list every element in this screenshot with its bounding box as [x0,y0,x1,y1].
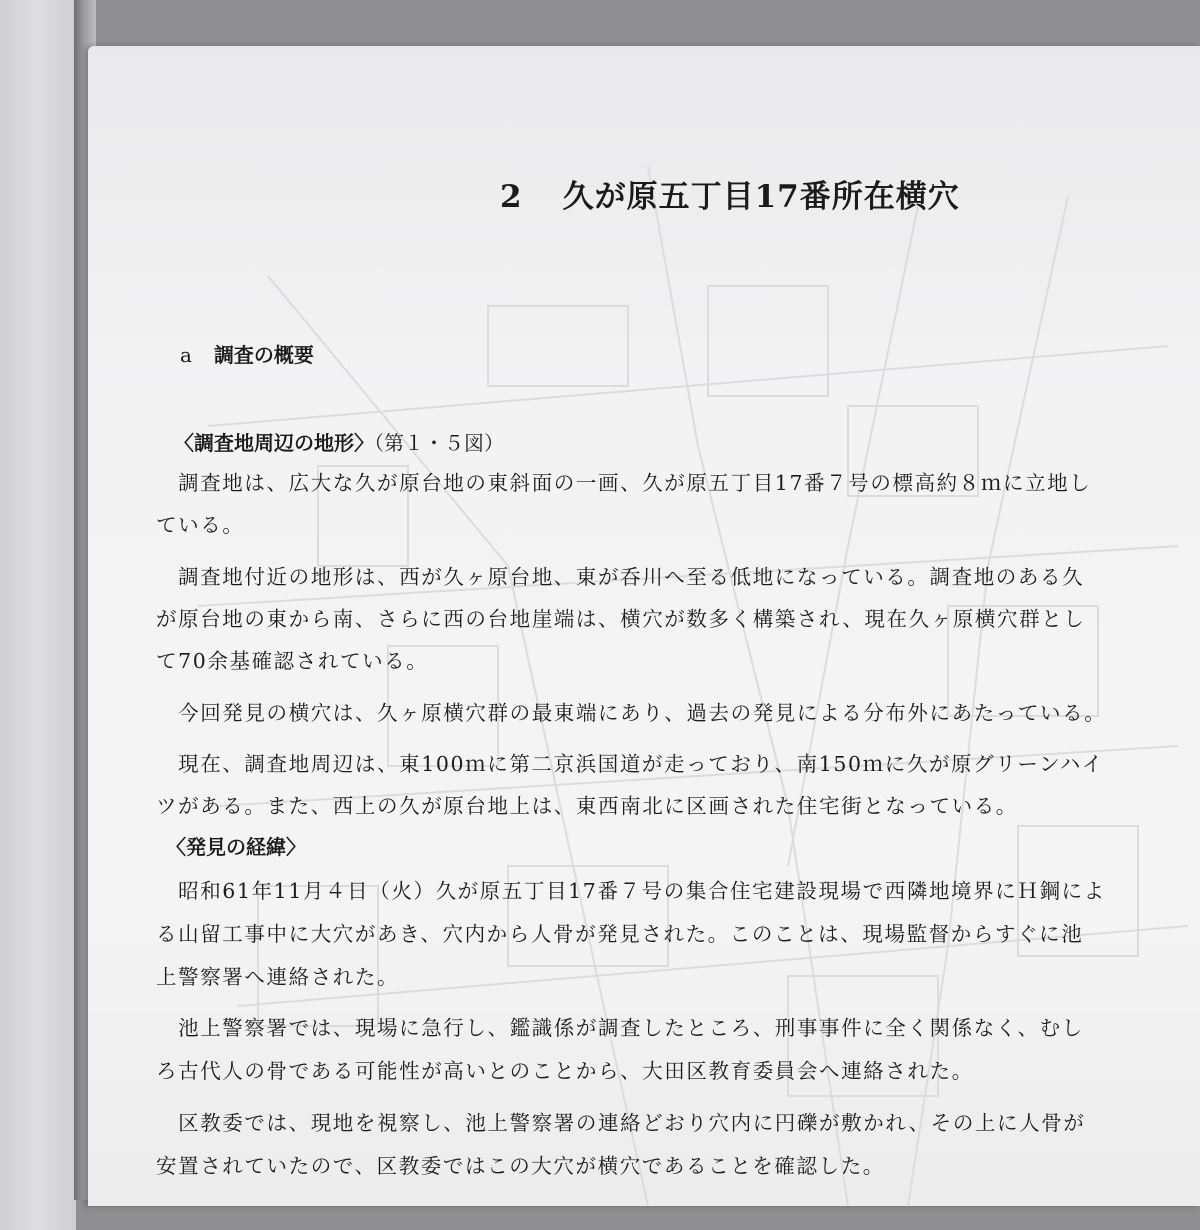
paragraph-line: ている。 [156,513,245,537]
paragraph-line: る山留工事中に大穴があき、穴内から人骨が発見された。このことは、現場監督からすぐに池 [156,922,1084,946]
paragraph-line: ツがある。また、西上の久が原台地上は、東西南北に区画された住宅街となっている。 [156,794,1018,818]
subheading-discovery [166,831,306,860]
paragraph-line: 調査地は、広大な久が原台地の東斜面の一画、久が原五丁目17番７号の標高約８ｍに立地し [156,471,1092,495]
paragraph-line: が原台地の東から南、さらに西の台地崖端は、横穴が数多く構築され、現在久ヶ原横穴群とし [156,607,1086,631]
paragraph-line: 今回発見の横穴は、久ヶ原横穴群の最東端にあり、過去の発見による分布外にあたっている。 [156,701,1107,725]
paragraph-line: 現在、調査地周辺は、東100ｍに第二京浜国道が走っており、南150ｍに久が原グリーンハイ [156,752,1104,776]
section-title: 調査の概要 [213,343,314,367]
paragraph-line: 上警察署へ連絡された。 [156,965,400,989]
paragraph-line: 昭和61年11月４日（火）久が原五丁目17番７号の集合住宅建設現場で西隣地境界にＨ鋼によ [156,879,1106,903]
paragraph-line: 池上警察署では、現場に急行し、鑑識係が調査したところ、刑事事件に全く関係なく、むし [156,1016,1084,1040]
paragraph-line: 安置されていたので、区教委ではこの大穴が横穴であることを確認した。 [156,1154,885,1178]
book-page [88,46,1200,1206]
paragraph-line: て70余基確認されている。 [156,649,429,673]
chapter-title: 久が原五丁目17番所在横穴 [562,179,960,215]
figure-reference: （第１・５図） [374,431,504,455]
subheading-terrain-title: 〈調査地周辺の地形〉 [174,431,374,455]
section-letter: a [180,343,192,367]
paragraph-line: 区教委では、現地を視察し、池上警察署の連絡どおり穴内に円礫が敷かれ、その上に人骨が [156,1111,1086,1135]
section-heading [180,339,314,368]
paragraph-line: 調査地付近の地形は、西が久ヶ原台地、東が呑川へ至る低地になっている。調査地のある久 [156,565,1085,589]
subheading-discovery-title: 〈発見の経緯〉 [166,835,306,859]
facing-page-edge [0,0,76,1230]
page-title [500,171,960,216]
subheading-terrain [174,427,504,456]
paragraph-line: ろ古代人の骨である可能性が高いとのことから、大田区教育委員会へ連絡された。 [156,1059,974,1083]
chapter-number: 2 [500,179,523,215]
